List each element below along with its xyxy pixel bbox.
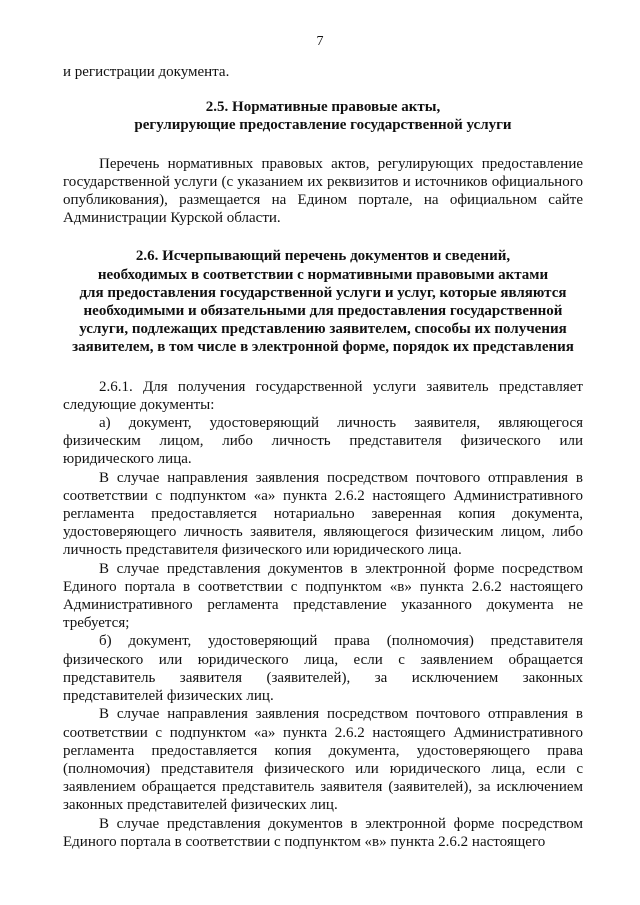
page-number: 7: [316, 34, 324, 49]
paragraph-electronic-a: В случае представления документов в электронной форме посредством Единого портала в соответствии с подпунктом «в» пункта 2.6.2 настоящего Административного регламента представление указанного документа не требуется;: [63, 560, 583, 632]
paragraph-electronic-b: В случае представления документов в электронной форме посредством Единого портала в соответствии с подпунктом «в» пункта 2.6.2 настоящего: [63, 815, 583, 850]
paragraph-2-6-1: 2.6.1. Для получения государственной услуги заявитель представляет следующие документы:: [63, 378, 583, 413]
paragraph-item-a: а) документ, удостоверяющий личность заявителя, являющегося физическим лицом, либо личность представителя физического или юридического лица.: [63, 415, 583, 468]
paragraph-postal-a: В случае направления заявления посредством почтового отправления в соответствии с подпунктом «а» пункта 2.6.2 настоящего Административного регламента предоставляется нотариально заверенная копия документа, удостоверяющего личность заявителя, являющегося физическим лицом, либо личность представителя физического или юридического лица.: [63, 469, 583, 559]
intro-line: и регистрации документа.: [63, 64, 230, 80]
section-2-6-heading-line-3: для предоставления государственной услуги и услуг, которые являются: [79, 284, 567, 301]
section-2-6-heading-line-6: заявителем, в том числе в электронной форме, порядок их представления: [72, 339, 574, 356]
section-2-6-heading-line-5: услуги, подлежащих представлению заявителем, способы их получения: [79, 321, 567, 338]
section-2-6-heading-line-2: необходимых в соответствии с нормативными правовыми актами: [97, 266, 549, 283]
section-2-5-paragraph: Перечень нормативных правовых актов, регулирующих предоставление государственной услуги (с указанием их реквизитов и источников официального опубликования), размещается на Едином портале, на официальном сайте Администрации Курской области.: [63, 155, 583, 227]
section-2-6-heading-line-1: 2.6. Исчерпывающий перечень документов и сведений,: [135, 248, 511, 265]
section-2-5-heading-line-1: 2.5. Нормативные правовые акты,: [205, 99, 441, 116]
section-2-6-heading: [63, 247, 583, 356]
document-body: [63, 63, 583, 851]
section-2-5-heading-line-2: регулирующие предоставление государственной услуги: [134, 117, 512, 134]
paragraph-item-b: б) документ, удостоверяющий права (полномочия) представителя физического или юридического лица, если с заявлением обращается представитель заявителя (заявителей), за исключением законных представителей физических лиц.: [63, 633, 583, 705]
section-2-5-heading: [63, 98, 583, 134]
section-2-6-heading-line-4: необходимыми и обязательными для предоставления государственной: [83, 303, 563, 320]
paragraph-postal-b: В случае направления заявления посредством почтового отправления в соответствии с подпунктом «а» пункта 2.6.2 настоящего Административного регламента предоставляется копия документа, удостоверяющего права (полномочия) представителя физического или юридического лица, если с заявлением обращается представитель заявителя (заявителей), за исключением законных представителей физических лиц.: [63, 706, 583, 814]
